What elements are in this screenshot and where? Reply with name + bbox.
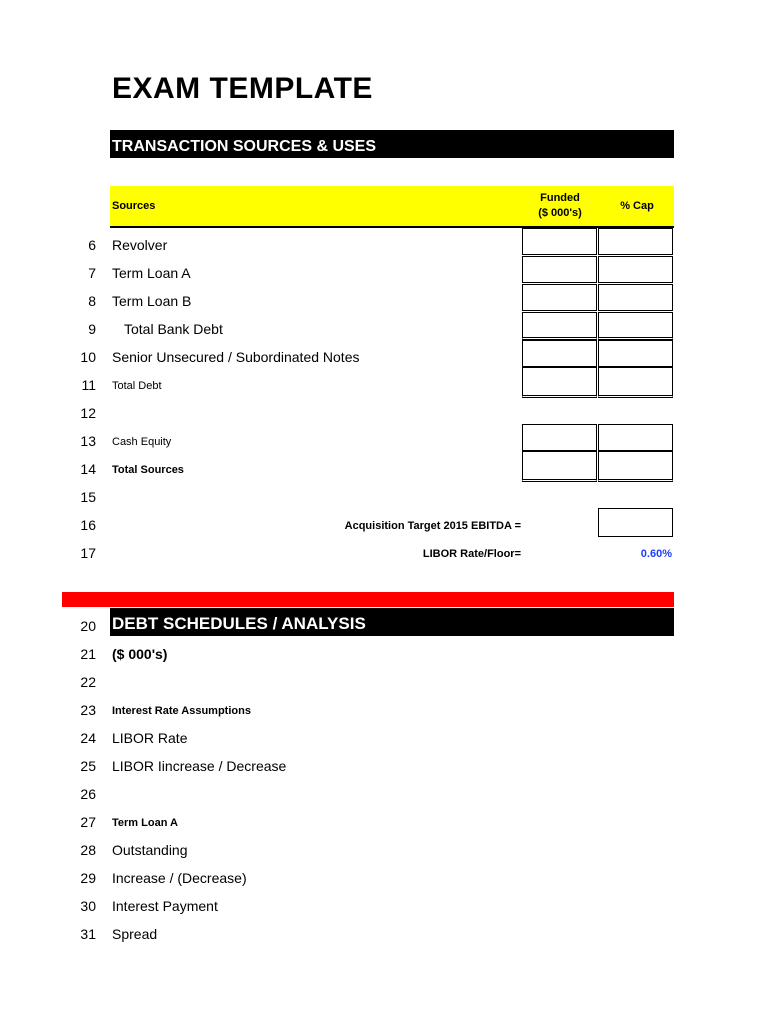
row-number: 27 [80,814,96,830]
source-label-total-debt: Total Debt [112,380,162,392]
row-number: 17 [80,545,96,561]
source-label-total-bank-debt: Total Bank Debt [124,321,223,337]
funded-cell-cash-equity[interactable] [522,424,597,451]
funded-cell-total-debt[interactable] [522,367,597,398]
source-label-total-sources: Total Sources [112,464,184,476]
funded-cell-senior-notes[interactable] [522,340,597,367]
section-heading-debt-schedules: DEBT SCHEDULES / ANALYSIS [110,608,674,636]
row-number: 28 [80,842,96,858]
row-number: 12 [80,405,96,421]
row-number: 13 [80,433,96,449]
sources-header-row [110,186,674,228]
pctcap-cell-cash-equity[interactable] [598,424,673,451]
source-label-revolver: Revolver [112,237,168,253]
row-number: 14 [80,461,96,477]
column-header-funded-units: ($ 000's) [538,207,582,219]
row-number: 8 [88,293,96,309]
row-number: 30 [80,898,96,914]
row-number: 21 [80,646,96,662]
libor-floor-label: LIBOR Rate/Floor= [422,548,521,560]
page-title: EXAM TEMPLATE [112,72,373,105]
source-label-cash-equity: Cash Equity [112,436,172,448]
outstanding-label: Outstanding [112,842,188,858]
ebitda-label: Acquisition Target 2015 EBITDA = [344,520,521,532]
row-number: 24 [80,730,96,746]
term-loan-a-heading: Term Loan A [112,817,179,829]
libor-change-label: LIBOR Iincrease / Decrease [112,758,287,774]
row-number: 29 [80,870,96,886]
funded-cell-revolver[interactable] [522,228,597,255]
row-number: 16 [80,517,96,533]
source-label-senior-notes: Senior Unsecured / Subordinated Notes [112,349,360,365]
increase-decrease-label: Increase / (Decrease) [112,870,247,886]
funded-cell-term-loan-b[interactable] [522,284,597,311]
libor-floor-value: 0.60% [640,548,672,560]
pctcap-cell-revolver[interactable] [598,228,673,255]
column-header-sources: Sources [112,200,156,212]
units-label: ($ 000's) [112,646,168,662]
ebitda-input-cell[interactable] [598,508,673,537]
row-number: 9 [88,321,96,337]
pctcap-cell-total-debt[interactable] [598,367,673,398]
column-header-funded: Funded [540,192,580,204]
row-number: 31 [80,926,96,942]
funded-cell-total-sources[interactable] [522,451,597,482]
spread-label: Spread [112,926,158,942]
row-number: 20 [80,618,96,634]
libor-rate-label: LIBOR Rate [112,730,188,746]
source-label-term-loan-b: Term Loan B [112,293,192,309]
pctcap-cell-total-sources[interactable] [598,451,673,482]
interest-payment-label: Interest Payment [112,898,218,914]
row-number: 26 [80,786,96,802]
row-number: 22 [80,674,96,690]
column-header-pct-cap: % Cap [620,200,654,212]
row-number: 6 [88,237,96,253]
pctcap-cell-total-bank-debt[interactable] [598,312,673,340]
source-label-term-loan-a: Term Loan A [112,265,191,281]
pctcap-cell-senior-notes[interactable] [598,340,673,367]
funded-cell-term-loan-a[interactable] [522,256,597,283]
interest-rate-assumptions-heading: Interest Rate Assumptions [112,705,251,717]
funded-cell-total-bank-debt[interactable] [522,312,597,340]
row-number: 11 [81,377,96,393]
row-number: 10 [80,349,96,365]
pctcap-cell-term-loan-a[interactable] [598,256,673,283]
row-number: 25 [80,758,96,774]
section-divider [62,592,674,607]
row-number: 7 [88,265,96,281]
pctcap-cell-term-loan-b[interactable] [598,284,673,311]
section-heading-sources-uses: TRANSACTION SOURCES & USES [110,130,674,158]
row-number: 15 [80,489,96,505]
row-number: 23 [80,702,96,718]
